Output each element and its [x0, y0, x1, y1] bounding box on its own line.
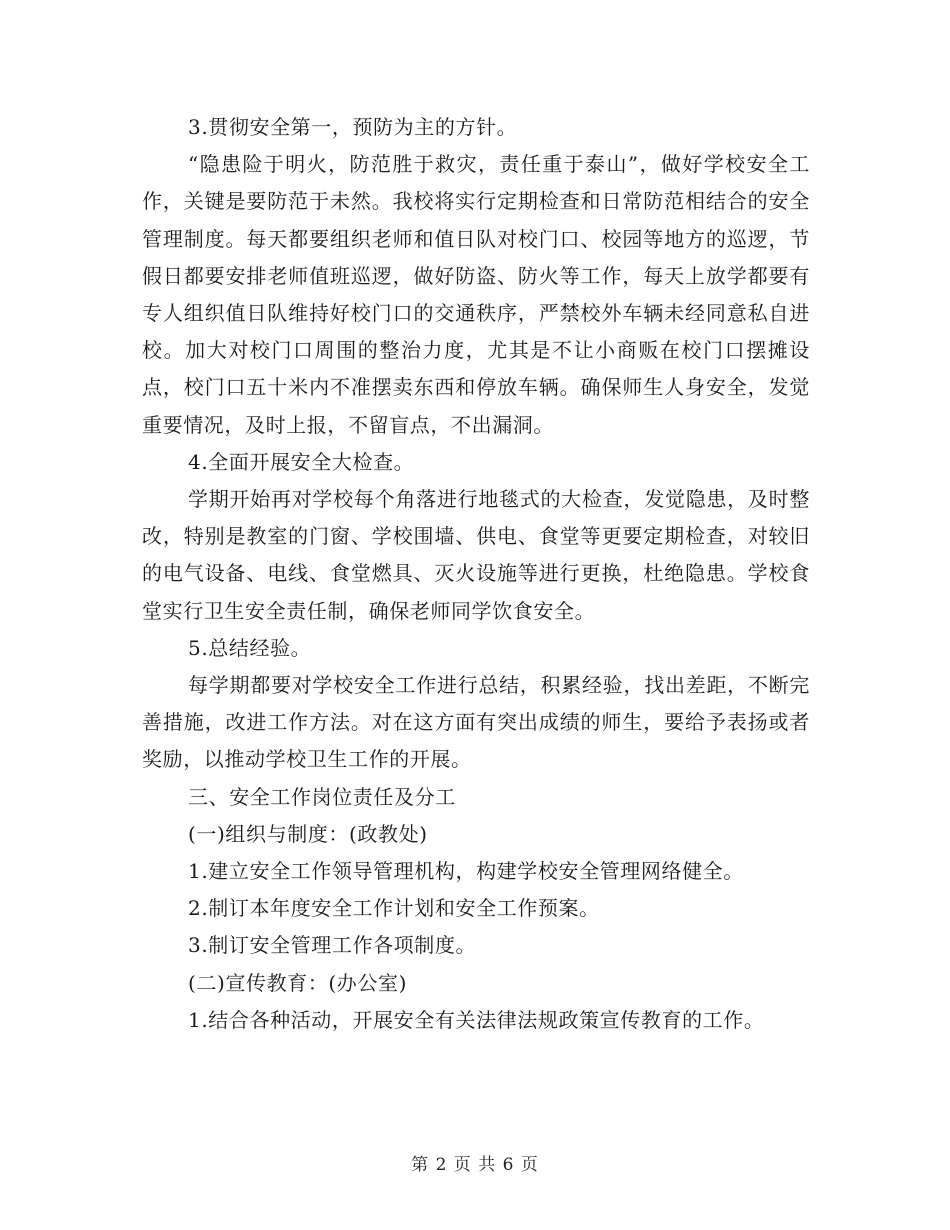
paragraph-inspection: 学期开始再对学校每个角落进行地毯式的大检查，发觉隐患，及时整改，特别是教室的门窗、学校围墙、供电、食堂等更要定期检查，对较旧的电气设备、电线、食堂燃具、灭火设施等进行更换，杜绝隐患。学校食堂实行卫生安全责任制，确保老师同学饮食安全。 — [142, 487, 810, 623]
document-body — [142, 109, 810, 1039]
section-heading-responsibilities: 三、安全工作岗位责任及分工 — [188, 784, 456, 809]
paragraph-summary: 每学期都要对学校安全工作进行总结，积累经验，找出差距，不断完善措施，改进工作方法。对在这方面有突出成绩的师生，要给予表扬或者奖励，以推动学校卫生工作的开展。 — [142, 673, 810, 772]
page-number-footer: 第 2 页 共 6 页 — [411, 1155, 539, 1175]
heading-item-5: 5.总结经验。 — [188, 635, 312, 660]
paragraph-prevention: “隐患险于明火，防范胜于救灾，责任重于泰山”，做好学校安全工作，关键是要防范于未然。我校将实行定期检查和日常防范相结合的安全管理制度。每天都要组织老师和值日队对校门口、校园等地方的巡逻，节假日都要安排老师值班巡逻，做好防盗、防火等工作，每天上放学都要有专人组织值日队维持好校门口的交通秩序，严禁校外车辆未经同意私自进校。加大对校门口周围的整治力度，尤其是不让小商贩在校门口摆摊设点，校门口五十米内不准摆卖东西和停放车辆。确保师生人身安全，发觉重要情况，及时上报，不留盲点，不出漏洞。 — [142, 152, 810, 437]
subheading-publicity: (二)宣传教育：(办公室) — [188, 970, 408, 995]
list-item-publicity-1: 1.结合各种活动，开展安全有关法律法规政策宣传教育的工作。 — [188, 1007, 765, 1032]
list-item-org-3: 3.制订安全管理工作各项制度。 — [188, 933, 477, 958]
list-item-org-1: 1.建立安全工作领导管理机构，构建学校安全管理网络健全。 — [188, 859, 744, 884]
heading-item-3: 3.贯彻安全第一，预防为主的方针。 — [188, 115, 518, 139]
subheading-organization: (一)组织与制度：(政教处) — [188, 821, 428, 846]
list-item-org-2: 2.制订本年度安全工作计划和安全工作预案。 — [188, 896, 600, 921]
heading-item-4: 4.全面开展安全大检查。 — [188, 449, 415, 474]
